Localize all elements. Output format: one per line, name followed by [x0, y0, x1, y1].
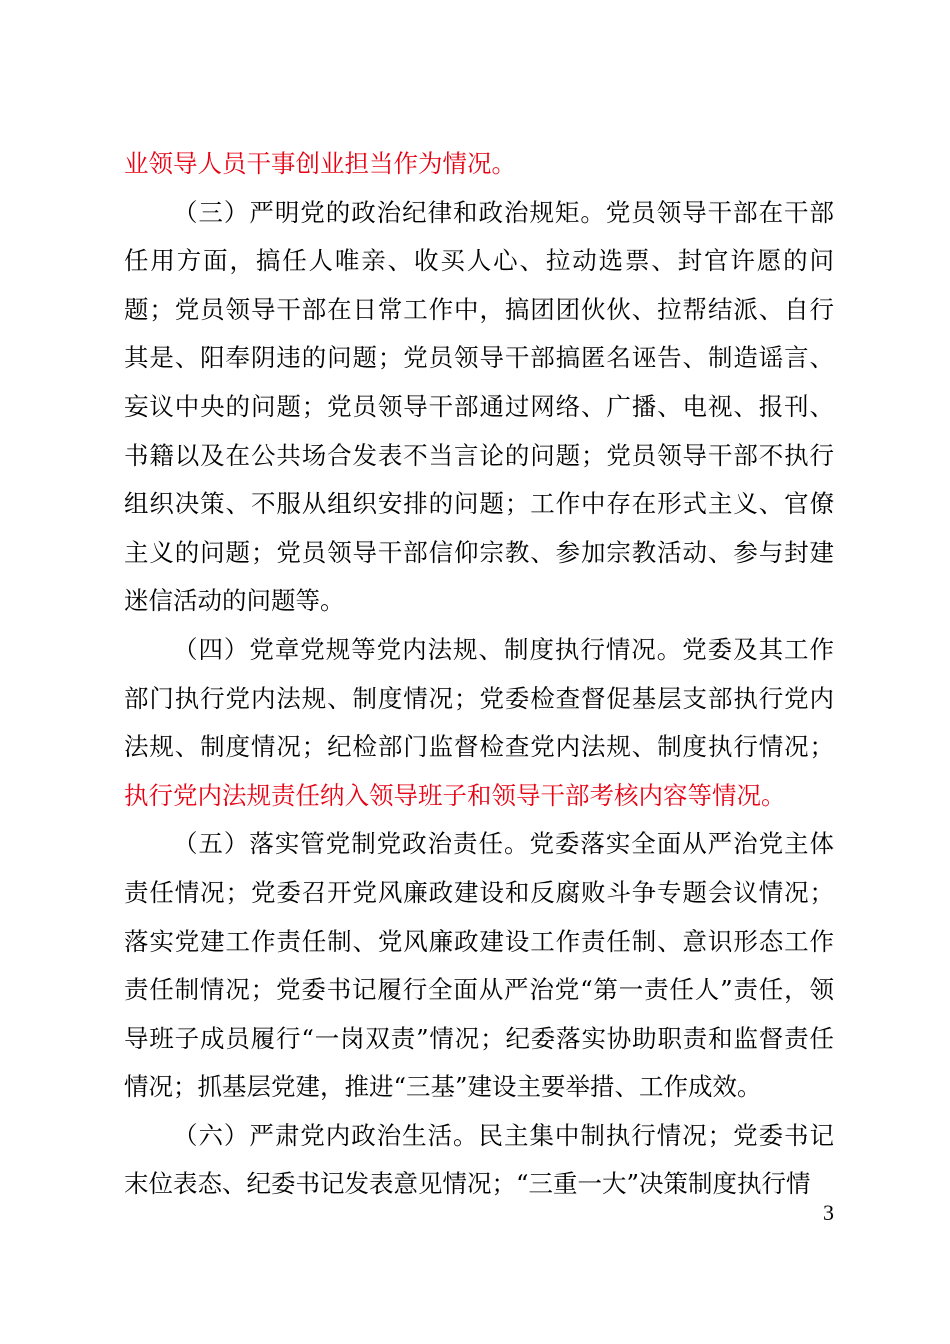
text-segment: （五）落实管党制党政治责任。党委落实全面从严治党主体责任情况；党委召开党风廉政建设和反腐败斗争专题会议情况；落实党建工作责任制、党风廉政建设工作责任制、意识形态工作责任制情况；党委书记履行全面从严治党“第一责任人”责任，领导班子成员履行“一岗双责”情况；纪委落实协助职责和监督责任情况；抓基层党建，推进“三基”建设主要举措、工作成效。 [124, 829, 834, 1102]
text-segment: （四）党章党规等党内法规、制度执行情况。党委及其工作部门执行党内法规、制度情况；党委检查督促基层支部执行党内法规、制度情况；纪检部门监督检查党内法规、制度执行情况； [124, 634, 834, 762]
text-segment: （三）严明党的政治纪律和政治规矩。党员领导干部在干部任用方面，搞任人唯亲、收买人心、拉动选票、封官许愿的问题；党员领导干部在日常工作中，搞团团伙伙、拉帮结派、自行其是、阳奉阴违的问题；党员领导干部搞匿名诬告、制造谣言、妄议中央的问题；党员领导干部通过网络、广播、电视、报刊、书籍以及在公共场合发表不当言论的问题；党员领导干部不执行组织决策、不服从组织安排的问题；工作中存在形式主义、官僚主义的问题；党员领导干部信仰宗教、参加宗教活动、参与封建迷信活动的问题等。 [124, 197, 834, 616]
text-segment: （六）严肃党内政治生活。民主集中制执行情况；党委书记末位表态、纪委书记发表意见情况；“三重一大”决策制度执行情 [124, 1120, 834, 1199]
document-body [124, 140, 834, 1209]
paragraph-section-5 [124, 820, 834, 1112]
paragraph-section-4 [124, 626, 834, 820]
page-number: 3 [823, 1200, 834, 1225]
paragraph-section-6 [124, 1112, 834, 1209]
red-text-segment: 业领导人员干事创业担当作为情况。 [124, 149, 516, 178]
red-text-segment: 执行党内法规责任纳入领导班子和领导干部考核内容等情况。 [124, 780, 786, 810]
paragraph-section-3 [124, 189, 834, 626]
paragraph-continuation [124, 140, 834, 189]
